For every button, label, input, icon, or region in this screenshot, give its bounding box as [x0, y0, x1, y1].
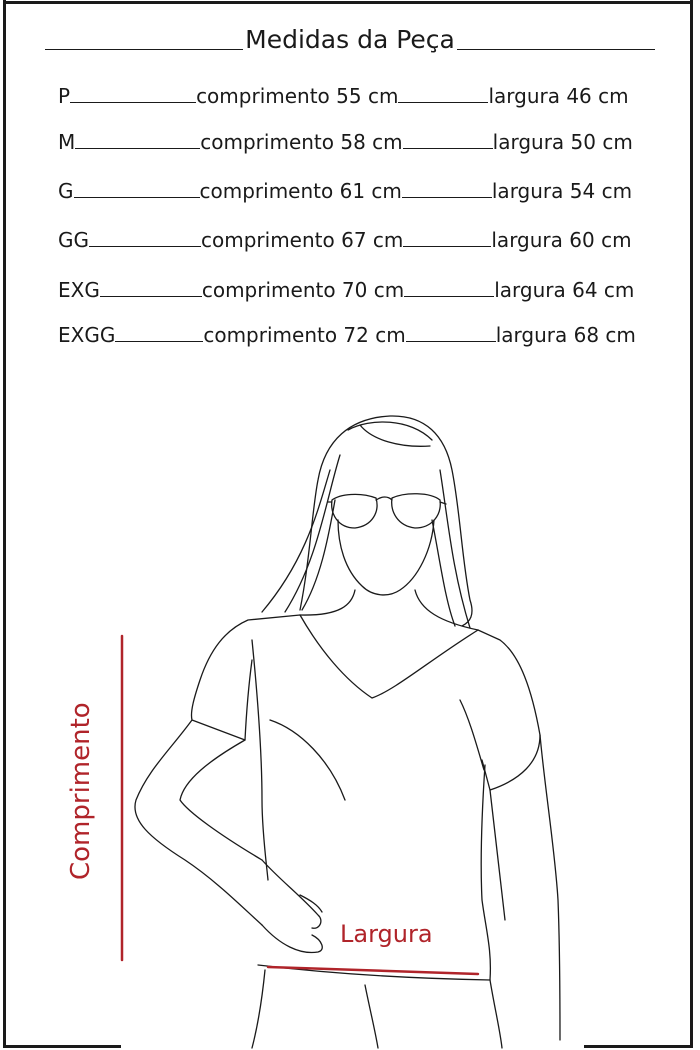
leader-line: [402, 197, 492, 199]
title-rule-left: [45, 49, 243, 51]
right-arm-outline: [490, 735, 560, 1040]
comprimento-value: comprimento 67 cm: [201, 228, 404, 252]
largura-value: largura 54 cm: [491, 179, 633, 203]
neck-outline: [300, 590, 478, 630]
leader-line: [89, 246, 201, 248]
leader-line: [74, 197, 200, 199]
size-row-gg: [58, 220, 632, 250]
shirt-neckline: [300, 615, 478, 698]
hand-outline: [262, 860, 322, 953]
size-label: P: [58, 84, 71, 108]
size-label: M: [58, 130, 76, 154]
tshirt-model-illustration: [0, 380, 700, 1050]
shirt-left-side: [252, 640, 268, 880]
size-label: GG: [58, 228, 89, 252]
hair-strands-right: [432, 470, 470, 628]
largura-value: largura 64 cm: [494, 278, 635, 302]
size-label: G: [58, 179, 74, 203]
size-row-exg: [58, 270, 634, 300]
size-row-exgg: [58, 315, 636, 345]
comprimento-label: Comprimento: [66, 702, 96, 880]
sunglasses-icon: [328, 494, 446, 528]
size-label: EXG: [58, 278, 100, 302]
title-rule-right: [457, 49, 655, 51]
leader-line: [403, 246, 491, 248]
shirt-drape: [270, 700, 484, 800]
comprimento-value: comprimento 55 cm: [196, 84, 399, 108]
shirt-left-shoulder: [191, 615, 300, 740]
leader-line: [404, 296, 494, 298]
largura-measure-line: [268, 967, 478, 974]
leader-line: [115, 341, 203, 343]
leader-line: [406, 341, 496, 343]
size-row-m: [58, 122, 633, 152]
pants-outline: [252, 970, 502, 1048]
hair-strands-left: [262, 455, 340, 612]
shirt-right-side: [481, 765, 490, 980]
size-label: EXGG: [58, 323, 116, 347]
largura-label: Largura: [340, 920, 433, 948]
leader-line: [403, 148, 493, 150]
frame-border-top: [3, 1, 693, 4]
shirt-right-shoulder: [478, 630, 540, 790]
comprimento-value: comprimento 61 cm: [199, 179, 402, 203]
largura-value: largura 60 cm: [491, 228, 632, 252]
left-arm-outline: [135, 720, 262, 925]
leader-line: [75, 148, 200, 150]
largura-value: largura 46 cm: [488, 84, 629, 108]
largura-value: largura 50 cm: [492, 130, 633, 154]
comprimento-value: comprimento 58 cm: [200, 130, 403, 154]
comprimento-value: comprimento 70 cm: [201, 278, 405, 302]
hair-top: [348, 422, 432, 446]
largura-value: largura 68 cm: [495, 323, 636, 347]
face-outline: [338, 520, 434, 595]
leader-line: [70, 102, 196, 104]
comprimento-value: comprimento 72 cm: [203, 323, 406, 347]
title-row: [45, 18, 655, 54]
size-row-g: [58, 171, 632, 201]
leader-line: [398, 102, 488, 104]
leader-line: [100, 296, 202, 298]
size-row-p: [58, 76, 629, 106]
page-title: Medidas da Peça: [245, 25, 455, 54]
